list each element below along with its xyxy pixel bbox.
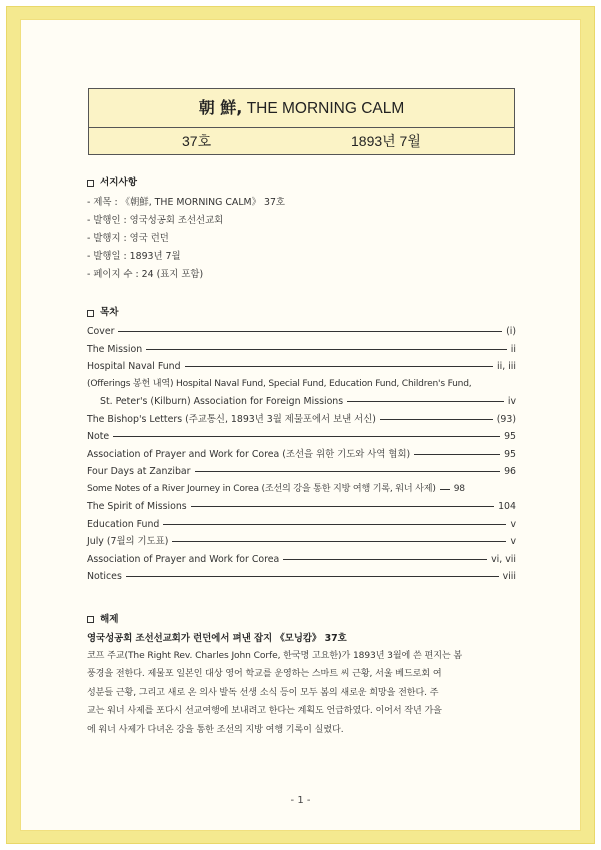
commentary-heading: 해제 [87,613,516,627]
toc-row: Hospital Naval Fund ii, iii [87,361,516,372]
title-english: THE MORNING CALM [246,100,405,117]
toc-heading: 목차 [87,306,516,320]
title-hanja: 朝 鮮, [198,98,243,117]
title-box [88,88,515,155]
toc-row: The Bishop's Letters (주교통신, 1893년 3월 제물포에서 보낸 서신) (93) [87,413,516,425]
toc-row: The Spirit of Missions 104 [87,501,516,512]
toc-row: Association of Prayer and Work for Corea vi, vii [87,553,516,565]
toc-row: Cover (i) [87,326,516,337]
toc-row: Four Days at Zanzibar 96 [87,466,516,477]
issue-date: 1893년 7월 [351,133,421,149]
toc-row: (Offerings 봉헌 내역) Hospital Naval Fund, Special Fund, Education Fund, Children's Fund, [87,378,472,389]
toc-row: The Mission ii [87,343,516,355]
bibliography-line: - 발행지 : 영국 런던 [87,233,169,244]
commentary-paragraph: 코프 주교(The Right Rev. Charles John Corfe, 한국명 고요한)가 1893년 3월에 쓴 편지는 봄 풍경을 전한다. 제물포 일본인 대상 영어 학교를 운영하는 스마트 씨 근황, 서울 베드로회 여 성분들 근황, 그리고 새로 온 의사 발독 선생 소식 등이 모두 봄의 새로운 희망을 전한다. 주 교는 워너 사제를 포다시 선교여행에 보내려고 한다는 계획도 언급하였다. 이어서 작년 가을 에 워너 사제가 다녀온 강을 통한 조선의 지방 여행 기록이 실렸다. [87,650,463,735]
issue-row [89,128,514,154]
toc-row: St. Peter's (Kilburn) Association for Foreign Missions iv [100,396,516,407]
square-bullet-icon [87,616,94,623]
square-bullet-icon [87,310,94,317]
toc-row: Some Notes of a River Journey in Corea (조선의 강을 통한 지방 여행 기록, 워너 사제) 98 [87,483,465,494]
document-content [87,176,516,739]
commentary-subtitle: 영국성공회 조선선교회가 런던에서 펴낸 잡지 《모닝캄》 37호 [87,632,347,644]
square-bullet-icon [87,180,94,187]
bibliography-line: - 발행일 : 1893년 7월 [87,251,181,262]
bibliography-line: - 발행인 : 영국성공회 조선선교회 [87,215,224,226]
toc-row: July (7월의 기도표) v [87,536,516,547]
page-number: - 1 - [290,795,311,806]
toc-row: Note 95 [87,431,516,442]
title-row [89,89,514,128]
toc-row: Notices viii [87,571,516,582]
bibliography-heading: 서지사항 [87,176,516,190]
bibliography-line: - 페이지 수 : 24 (표지 포함) [87,269,204,280]
toc-row: Association of Prayer and Work for Corea (조선을 위한 기도와 사역 협회) 95 [87,448,516,460]
toc-row: Education Fund v [87,518,516,530]
issue-number: 37호 [182,133,212,149]
bibliography-line: - 제목 : 《朝鮮, THE MORNING CALM》 37호 [87,197,285,208]
